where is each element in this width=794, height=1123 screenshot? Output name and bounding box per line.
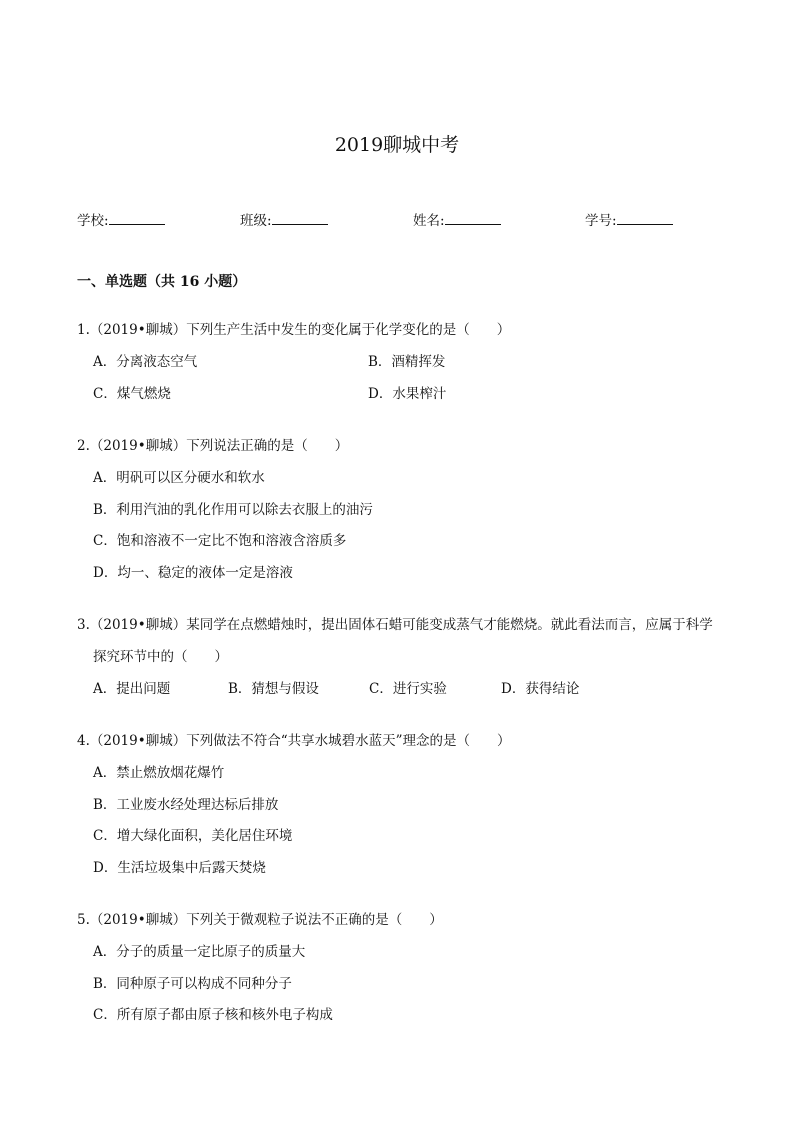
- school-blank: [109, 211, 165, 225]
- question-3-option-d: D．获得结论: [501, 681, 580, 697]
- question-3-option-b: B．猜想与假设: [228, 681, 319, 697]
- question-1-stem: 1.（2019•聊城）下列生产生活中发生的变化属于化学变化的是（ ）: [77, 322, 511, 338]
- class-field: [240, 209, 328, 229]
- class-label: 班级:: [240, 213, 272, 229]
- name-label: 姓名:: [413, 213, 445, 229]
- question-2-option-c: C．饱和溶液不一定比不饱和溶液含溶质多: [93, 533, 347, 549]
- school-label: 学校:: [77, 213, 109, 229]
- question-2-option-d: D．均一、稳定的液体一定是溶液: [93, 565, 293, 581]
- question-1-option-b: B．酒精挥发: [368, 354, 446, 370]
- question-4-option-a: A．禁止燃放烟花爆竹: [93, 765, 225, 781]
- question-1-option-a: A．分离液态空气: [93, 354, 198, 370]
- question-5-option-b: B．同种原子可以构成不同种分子: [93, 976, 292, 992]
- question-4-option-b: B．工业废水经处理达标后排放: [93, 797, 279, 813]
- question-2-stem: 2.（2019•聊城）下列说法正确的是（ ）: [77, 438, 349, 454]
- question-4-option-c: C．增大绿化面积，美化居住环境: [93, 828, 293, 844]
- question-4-stem: 4.（2019•聊城）下列做法不符合“共享水城碧水蓝天”理念的是（ ）: [77, 733, 511, 749]
- question-1-option-d: D．水果榨汁: [368, 386, 447, 402]
- name-field: [413, 209, 501, 229]
- number-blank: [617, 211, 673, 225]
- question-1-option-c: C．煤气燃烧: [93, 386, 171, 402]
- question-3-stem-continued: 探究环节中的（ ）: [93, 649, 228, 665]
- question-5-option-a: A．分子的质量一定比原子的质量大: [93, 944, 306, 960]
- page-title: 2019聊城中考: [334, 134, 460, 156]
- name-blank: [445, 211, 501, 225]
- question-5-option-c: C．所有原子都由原子核和核外电子构成: [93, 1007, 333, 1023]
- school-field: [77, 209, 165, 229]
- number-field: [585, 209, 673, 229]
- question-3-stem: 3.（2019•聊城）某同学在点燃蜡烛时，提出固体石蜡可能变成蒸气才能燃烧。就此看法而言，应属于科学: [77, 617, 713, 633]
- question-5-stem: 5.（2019•聊城）下列关于微观粒子说法不正确的是（ ）: [77, 912, 443, 928]
- question-4-option-d: D．生活垃圾集中后露天焚烧: [93, 860, 266, 876]
- question-2-option-a: A．明矾可以区分硬水和软水: [93, 470, 265, 486]
- question-3-option-c: C．进行实验: [369, 681, 447, 697]
- question-3-option-a: A．提出问题: [93, 681, 171, 697]
- question-2-option-b: B．利用汽油的乳化作用可以除去衣服上的油污: [93, 502, 373, 518]
- section-heading: 一、单选题（共 16 小题）: [77, 274, 247, 290]
- class-blank: [272, 211, 328, 225]
- number-label: 学号:: [585, 213, 617, 229]
